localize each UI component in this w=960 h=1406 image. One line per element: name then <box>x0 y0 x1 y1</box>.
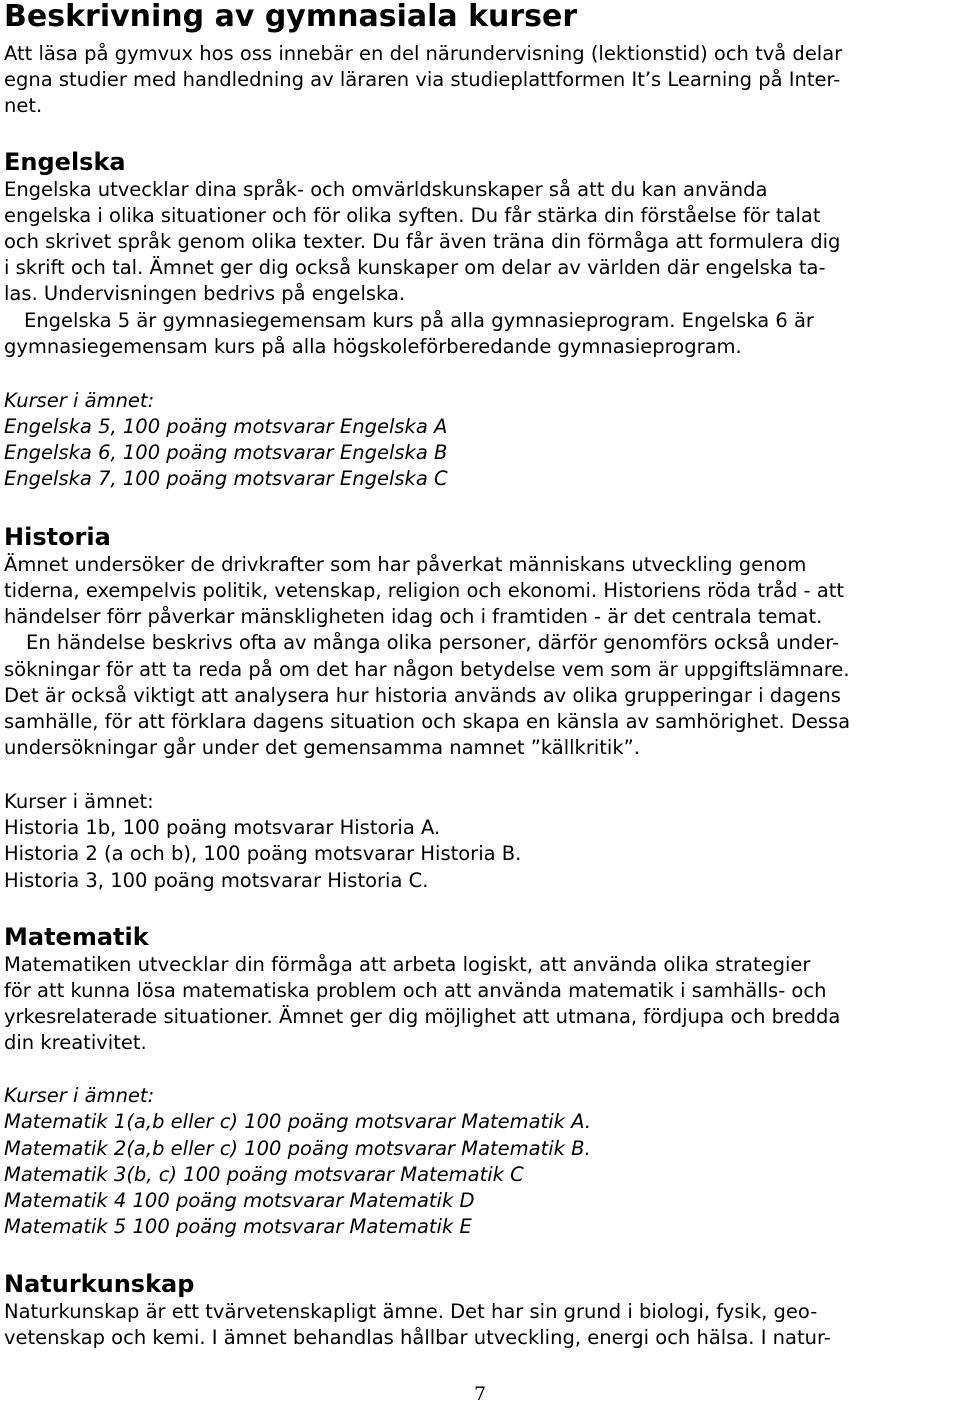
course-item: Historia 2 (a och b), 100 poäng motsvarar Historia B. <box>4 842 522 865</box>
body-line: händelser förr påverkar mänskligheten idag och i framtiden - är det centrala temat. <box>4 605 823 628</box>
body-line: Ämnet undersöker de drivkrafter som har påverkat människans utveckling genom <box>4 553 807 576</box>
course-item: Matematik 3(b, c) 100 poäng motsvarar Matematik C <box>4 1163 524 1186</box>
body-line: gymnasiegemensam kurs på alla högskoleförberedande gymnasieprogram. <box>4 335 742 358</box>
body-line: och skrivet språk genom olika texter. Du får även träna din förmåga att formulera dig <box>4 230 841 253</box>
section-heading-naturkunskap: Naturkunskap <box>4 1270 195 1298</box>
section-heading-matematik: Matematik <box>4 923 149 951</box>
course-item: Matematik 4 100 poäng motsvarar Matematik D <box>4 1189 475 1212</box>
intro-line: egna studier med handledning av läraren via studieplattformen It’s Learning på Inter- <box>4 68 841 91</box>
course-item: Engelska 6, 100 poäng motsvarar Engelska B <box>4 441 448 464</box>
course-item: Matematik 5 100 poäng motsvarar Matematik E <box>4 1215 472 1238</box>
body-line: Naturkunskap är ett tvärvetenskapligt ämne. Det har sin grund i biologi, fysik, geo- <box>4 1300 818 1323</box>
body-line: En händelse beskrivs ofta av många olika personer, därför genomförs också under- <box>26 631 840 654</box>
body-line: yrkesrelaterade situationer. Ämnet ger dig möjlighet att utmana, fördjupa och bredda <box>4 1005 841 1028</box>
body-line: Engelska 5 är gymnasiegemensam kurs på alla gymnasieprogram. Engelska 6 är <box>24 309 814 332</box>
intro-line: Att läsa på gymvux hos oss innebär en del närundervisning (lektionstid) och två delar <box>4 42 843 65</box>
body-line: Engelska utvecklar dina språk- och omvärldskunskaper så att du kan använda <box>4 178 768 201</box>
body-line: samhälle, för att förklara dagens situation och skapa en känsla av samhörighet. Dessa <box>4 710 851 733</box>
course-item: Matematik 2(a,b eller c) 100 poäng motsvarar Matematik B. <box>4 1137 591 1160</box>
body-line: i skrift och tal. Ämnet ger dig också kunskaper om delar av världen där engelska ta- <box>4 256 826 279</box>
body-line: las. Undervisningen bedrivs på engelska. <box>4 282 406 305</box>
body-line: engelska i olika situationer och för olika syften. Du får stärka din förståelse för talat <box>4 204 821 227</box>
body-line: för att kunna lösa matematiska problem och att använda matematik i samhälls- och <box>4 979 827 1002</box>
intro-line: net. <box>4 94 43 117</box>
course-item: Historia 1b, 100 poäng motsvarar Historia A. <box>4 816 441 839</box>
body-line: tiderna, exempelvis politik, vetenskap, religion och ekonomi. Historiens röda tråd - att <box>4 579 844 602</box>
course-item: Matematik 1(a,b eller c) 100 poäng motsvarar Matematik A. <box>4 1110 592 1133</box>
course-item: Engelska 7, 100 poäng motsvarar Engelska C <box>4 467 448 490</box>
body-line: Det är också viktigt att analysera hur historia används av olika grupperingar i dagens <box>4 684 841 707</box>
body-line: Matematiken utvecklar din förmåga att arbeta logiskt, att använda olika strategier <box>4 953 811 976</box>
page-title: Beskrivning av gymnasiala kurser <box>4 0 578 34</box>
courses-label: Kurser i ämnet: <box>4 790 154 813</box>
courses-label: Kurser i ämnet: <box>4 1084 155 1107</box>
courses-label: Kurser i ämnet: <box>4 389 155 412</box>
course-item: Engelska 5, 100 poäng motsvarar Engelska A <box>4 415 448 438</box>
body-line: undersökningar går under det gemensamma namnet ”källkritik”. <box>4 736 640 759</box>
course-item: Historia 3, 100 poäng motsvarar Historia C. <box>4 869 429 892</box>
section-heading-engelska: Engelska <box>4 148 126 176</box>
section-heading-historia: Historia <box>4 523 111 551</box>
body-line: din kreativitet. <box>4 1031 147 1054</box>
body-line: vetenskap och kemi. I ämnet behandlas hållbar utveckling, energi och hälsa. I natur- <box>4 1326 831 1349</box>
body-line: sökningar för att ta reda på om det har någon betydelse vem som är uppgiftslämnare. <box>4 658 850 681</box>
page-number: 7 <box>473 1383 487 1405</box>
